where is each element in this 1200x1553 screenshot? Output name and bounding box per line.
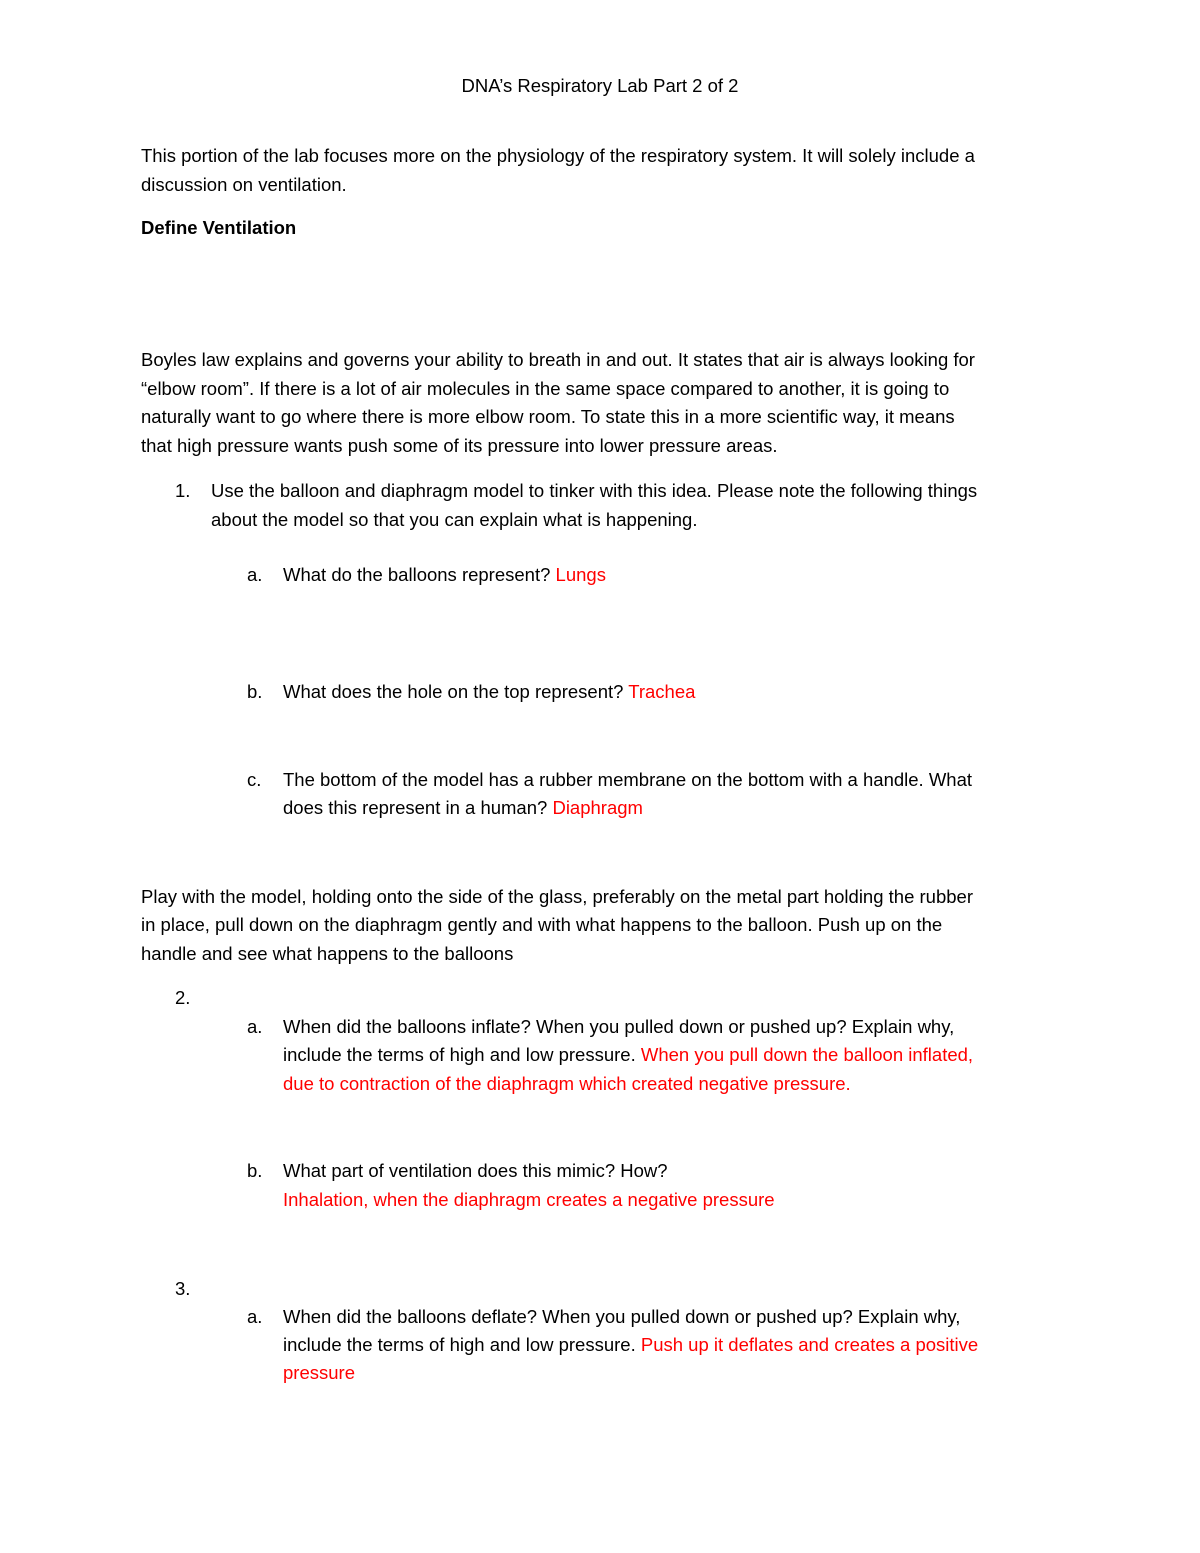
question-2a-line-2 [283, 1041, 973, 1070]
play-line-1: Play with the model, holding onto the side of the glass, preferably on the metal part holding the rubber [141, 886, 973, 907]
question-1c-line-2 [283, 794, 643, 823]
play-line-2: in place, pull down on the diaphragm gently and with what happens to the balloon. Push up on the [141, 914, 943, 935]
question-3a-line-1: When did the balloons deflate? When you pulled down or pushed up? Explain why, [283, 1306, 961, 1327]
question-2a-line-1: When did the balloons inflate? When you pulled down or pushed up? Explain why, [283, 1016, 955, 1037]
question-2a-text: include the terms of high and low pressure. [283, 1044, 641, 1065]
question-1b-text: What does the hole on the top represent? [283, 681, 629, 702]
answer-2a-part-1: When you pull down the balloon inflated, [640, 1044, 974, 1065]
boyles-line-2: “elbow room”. If there is a lot of air molecules in the same space compared to another, it is going to [141, 378, 950, 399]
question-3a-marker: a. [247, 1306, 263, 1327]
question-1a-text: What do the balloons represent? [283, 564, 556, 585]
question-1a [283, 561, 606, 590]
document-title: DNA’s Respiratory Lab Part 2 of 2 [461, 75, 739, 96]
boyles-line-1: Boyles law explains and governs your ability to breath in and out. It states that air is always looking for [141, 349, 975, 370]
question-2-number: 2. [175, 987, 191, 1008]
intro-line-1: This portion of the lab focuses more on the physiology of the respiratory system. It will solely include a [141, 145, 975, 166]
boyles-line-3: naturally want to go where there is more elbow room. To state this in a more scientific way, it means [141, 406, 955, 427]
answer-3a-part-2: pressure [283, 1362, 355, 1383]
play-line-3: handle and see what happens to the balloons [141, 943, 514, 964]
question-2b-marker: b. [247, 1160, 263, 1181]
question-3a-text: include the terms of high and low pressure. [283, 1334, 641, 1355]
question-1b-marker: b. [247, 681, 263, 702]
question-1a-marker: a. [247, 564, 263, 585]
define-ventilation-heading: Define Ventilation [141, 217, 297, 238]
boyles-line-4: that high pressure wants push some of its pressure into lower pressure areas. [141, 435, 778, 456]
question-2b-text: What part of ventilation does this mimic? How? [283, 1160, 668, 1181]
question-3-number: 3. [175, 1278, 191, 1299]
answer-2a-part-2: due to contraction of the diaphragm which created negative pressure. [283, 1073, 851, 1094]
question-1-line-1: Use the balloon and diaphragm model to tinker with this idea. Please note the following things [211, 480, 978, 501]
question-2a-marker: a. [247, 1016, 263, 1037]
question-1-number: 1. [175, 480, 191, 501]
question-1c-text: does this represent in a human? [283, 797, 553, 818]
question-3a-line-2 [283, 1331, 978, 1360]
question-1-line-2: about the model so that you can explain what is happening. [211, 509, 698, 530]
question-1c-marker: c. [247, 769, 262, 790]
answer-3a-part-1: Push up it deflates and creates a positive [640, 1334, 979, 1355]
intro-line-2: discussion on ventilation. [141, 174, 347, 195]
question-1b [283, 678, 695, 707]
answer-1b: Trachea [628, 681, 696, 702]
answer-1c: Diaphragm [552, 797, 643, 818]
question-1c-line-1: The bottom of the model has a rubber membrane on the bottom with a handle. What [283, 769, 972, 790]
answer-2b: Inhalation, when the diaphragm creates a negative pressure [283, 1189, 775, 1210]
answer-1a: Lungs [555, 564, 606, 585]
